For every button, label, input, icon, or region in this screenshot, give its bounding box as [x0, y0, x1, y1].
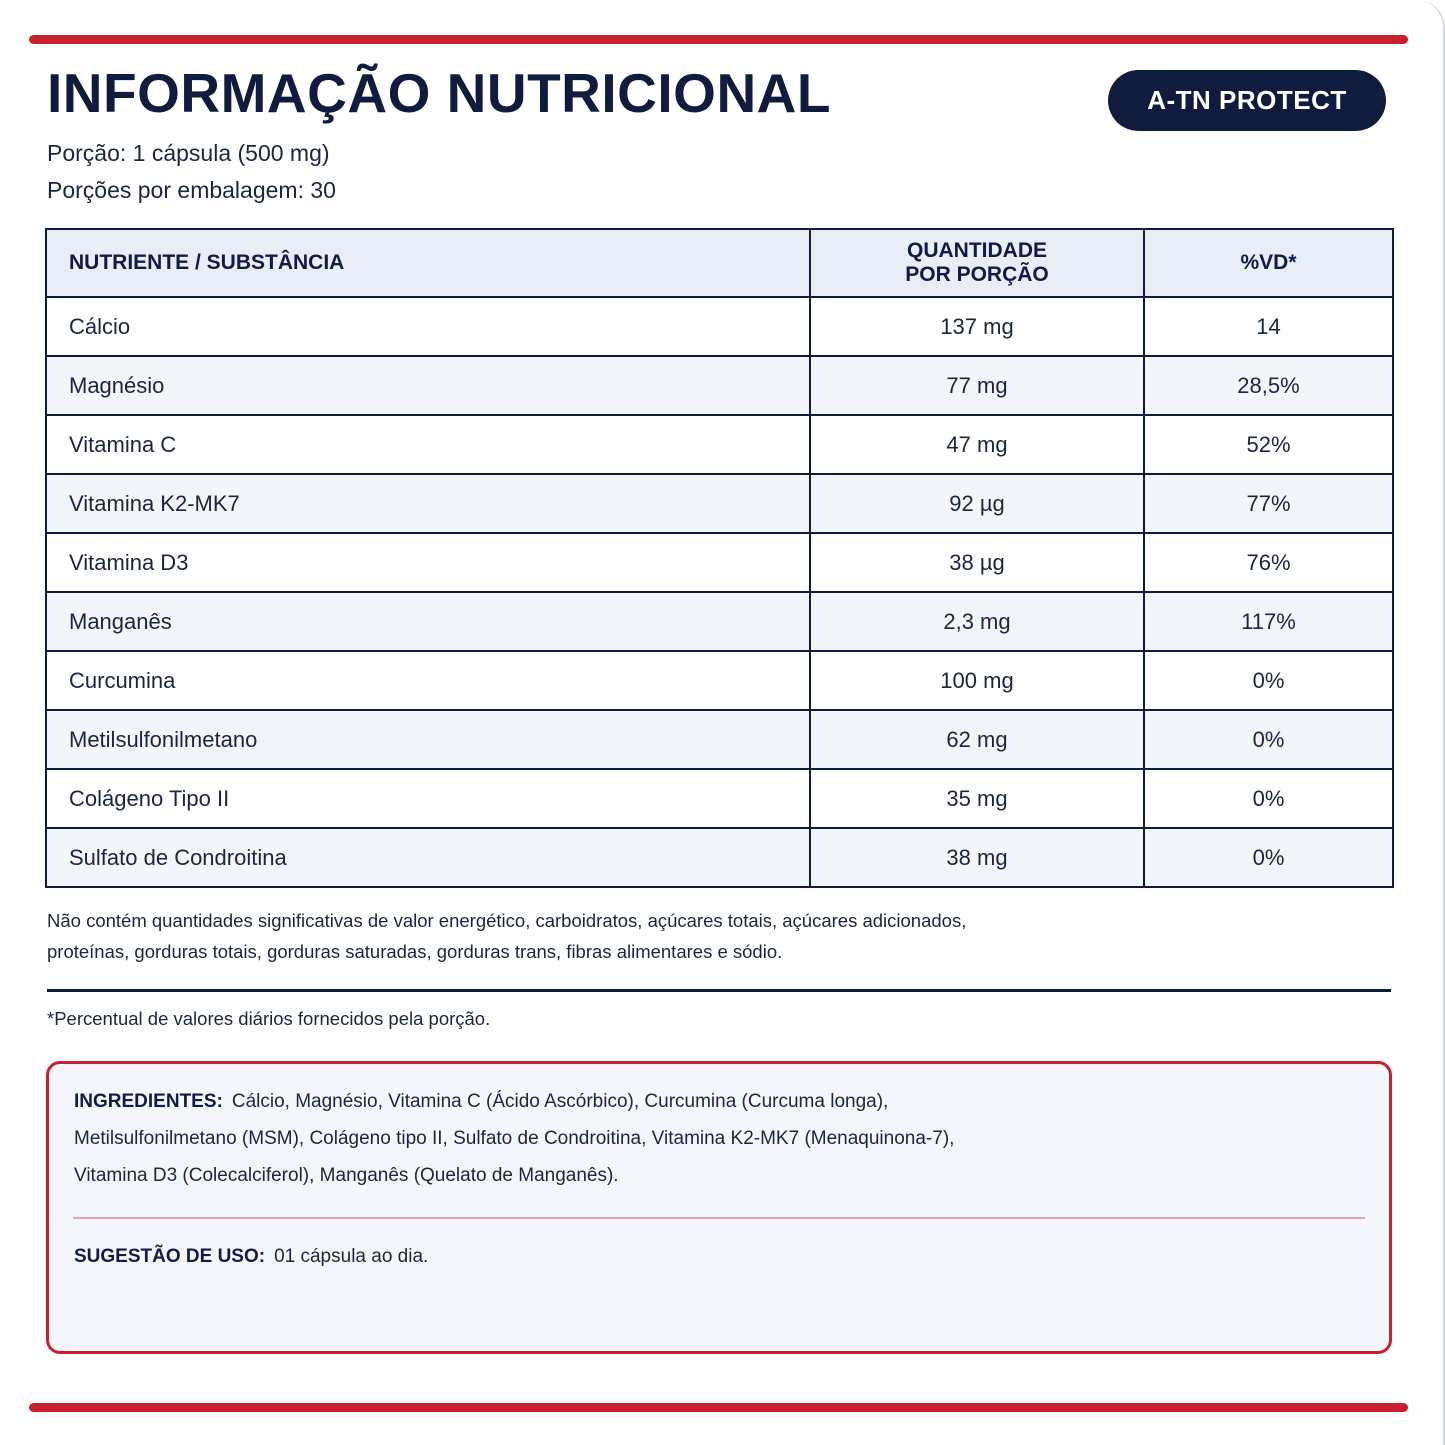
disclaimer-line2: proteínas, gorduras totais, gorduras saturadas, gorduras trans, fibras alimentares e sódio. [47, 941, 783, 962]
usage-text: 01 cápsula ao dia. [274, 1246, 429, 1267]
nutrient-quantity: 62 mg [810, 710, 1144, 769]
nutrient-vd: 77% [1144, 474, 1393, 533]
nutrient-name: Metilsulfonilmetano [46, 710, 810, 769]
nutrient-name: Vitamina C [46, 415, 810, 474]
ingredients-line1: Cálcio, Magnésio, Vitamina C (Ácido Ascórbico), Curcumina (Curcuma longa), [231, 1091, 889, 1112]
nutrient-quantity: 77 mg [810, 356, 1144, 415]
nutrient-quantity: 38 µg [810, 533, 1144, 592]
nutrient-name: Colágeno Tipo II [46, 769, 810, 828]
ingredients-label: INGREDIENTES: [74, 1091, 223, 1112]
usage-suggestion [74, 1246, 428, 1268]
disclaimer-line1: Não contém quantidades significativas de valor energético, carboidratos, açúcares totais, açúcares adicionados, [47, 910, 967, 931]
nutrition-table [45, 228, 1394, 888]
vd-footnote: *Percentual de valores diários fornecidos pela porção. [47, 1008, 491, 1029]
header-quantity-line1: QUANTIDADE [907, 239, 1047, 262]
header-quantity [810, 229, 1144, 297]
bottom-accent-bar [29, 1403, 1408, 1412]
nutrient-vd: 0% [1144, 651, 1393, 710]
table-row [46, 828, 1393, 887]
nutrient-vd: 0% [1144, 828, 1393, 887]
nutrient-quantity: 100 mg [810, 651, 1144, 710]
nutrient-quantity: 2,3 mg [810, 592, 1144, 651]
servings-per-package: Porções por embalagem: 30 [47, 177, 336, 203]
nutrient-quantity: 137 mg [810, 297, 1144, 356]
ingredients-text [74, 1083, 1074, 1194]
nutrient-quantity: 47 mg [810, 415, 1144, 474]
ingredients-line3: Vitamina D3 (Colecalciferol), Manganês (Quelato de Manganês). [74, 1165, 619, 1186]
serving-size: Porção: 1 cápsula (500 mg) [47, 140, 330, 166]
nutrient-vd: 117% [1144, 592, 1393, 651]
header-quantity-line2: POR PORÇÃO [905, 263, 1049, 286]
nutrient-vd: 0% [1144, 769, 1393, 828]
nutrient-name: Vitamina D3 [46, 533, 810, 592]
table-row [46, 415, 1393, 474]
nutrient-vd: 28,5% [1144, 356, 1393, 415]
table-header-row [46, 229, 1393, 297]
table-row [46, 533, 1393, 592]
nutrient-quantity: 92 µg [810, 474, 1144, 533]
ingredients-line2: Metilsulfonilmetano (MSM), Colágeno tipo II, Sulfato de Condroitina, Vitamina K2-MK7 (Menaquinona-7), [74, 1128, 955, 1149]
table-row [46, 592, 1393, 651]
nutrient-vd: 76% [1144, 533, 1393, 592]
header-vd: %VD* [1144, 229, 1393, 297]
table-row [46, 297, 1393, 356]
card-edge [1415, 0, 1445, 1445]
top-accent-bar [29, 35, 1408, 44]
usage-label: SUGESTÃO DE USO: [74, 1246, 266, 1267]
table-row [46, 651, 1393, 710]
ingredients-box [46, 1061, 1392, 1354]
nutrient-name: Curcumina [46, 651, 810, 710]
page-title: INFORMAÇÃO NUTRICIONAL [47, 62, 831, 124]
ingredients-divider [73, 1217, 1365, 1219]
nutrient-name: Sulfato de Condroitina [46, 828, 810, 887]
nutrient-name: Cálcio [46, 297, 810, 356]
table-row [46, 710, 1393, 769]
table-row [46, 769, 1393, 828]
table-row [46, 356, 1393, 415]
nutrient-quantity: 35 mg [810, 769, 1144, 828]
nutrient-quantity: 38 mg [810, 828, 1144, 887]
header-nutrient: NUTRIENTE / SUBSTÂNCIA [46, 229, 810, 297]
nutrient-vd: 0% [1144, 710, 1393, 769]
table-row [46, 474, 1393, 533]
product-badge: A-TN PROTECT [1108, 70, 1386, 131]
nutrient-name: Manganês [46, 592, 810, 651]
nutrient-vd: 52% [1144, 415, 1393, 474]
nutrition-disclaimer [47, 905, 1147, 967]
nutrient-name: Vitamina K2-MK7 [46, 474, 810, 533]
section-divider [47, 989, 1391, 992]
nutrient-vd: 14 [1144, 297, 1393, 356]
nutrient-name: Magnésio [46, 356, 810, 415]
